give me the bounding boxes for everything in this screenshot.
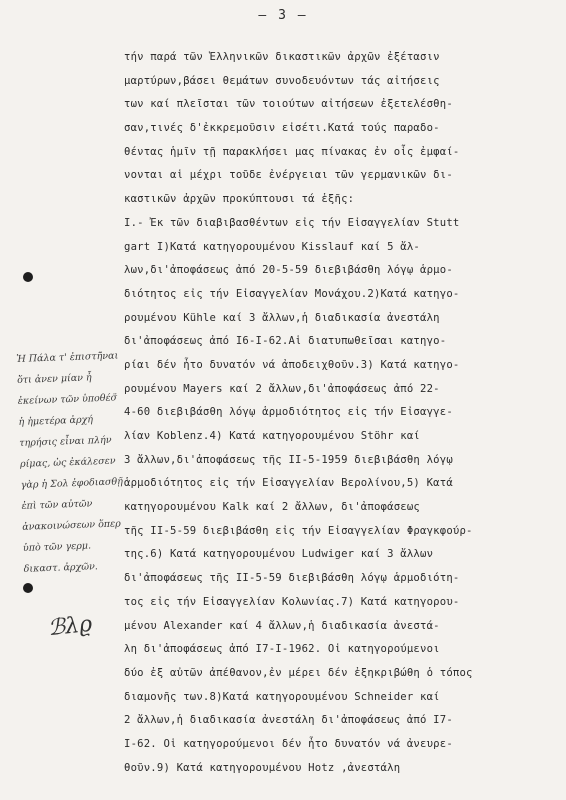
margin-note-line: ρίμας, ὡς ἐκάλεσεν: [19, 455, 116, 470]
text-line: διαμονῆς των.8)Κατά κατηγορουμένου Schneider καί: [124, 690, 440, 703]
margin-note-line: ἐκείνων τῶν ὑποθέσ̈: [17, 392, 118, 407]
margin-note-line: ἀνακοινώσεων ὅπερ: [22, 518, 121, 533]
text-line: ρίαι δέν ἦτο δυνατόν νά ἀποδειχθοῦν.3) Κατά κατηγο-: [124, 358, 460, 371]
text-line: 3 ἄλλων,δι'ἀποφάσεως τῆς II-5-1959 διεβιβάσθη λόγῳ: [124, 453, 453, 466]
text-line: 4-60 διεβιβάσθη λόγῳ ἁρμοδιότητος εἰς τήν Εἰσαγγε-: [124, 406, 453, 419]
text-line: ρουμένου Kühle καί 3 ἄλλων,ἡ διαδικασία ἀνεστάλη: [124, 311, 440, 324]
margin-note-line: ὅτι ἀνεν μίαν ἦ: [16, 372, 92, 386]
margin-note-line: Ἡ Πάλα τ' ἐπιστῆ̈ναι: [16, 350, 119, 365]
text-line: I-62. Οἱ κατηγορούμενοι δέν ἦτο δυνατόν νά ἀνευρε-: [124, 737, 453, 750]
text-line: θέντας ἡμῖν τῇ παρακλήσει μας πίνακας ἐν οἷς ἐμφαί-: [124, 145, 460, 158]
margin-note-line: τηρήσις εἶναι πλήν: [19, 434, 112, 449]
text-line: gart I)Κατά κατηγορουμένου Kisslauf καί 5 ἄλ-: [124, 240, 421, 253]
text-line: διότητος εἰς τήν Εἰσαγγελίαν Μονάχου.2)Κατά κατηγο-: [124, 287, 460, 300]
margin-note-line: ὑπὸ τῶν γερμ.: [22, 540, 92, 554]
text-line: τήν παρά τῶν Ἑλληνικῶν δικαστικῶν ἀρχῶν ἐξέτασιν: [124, 51, 440, 63]
text-line: ἁρμοδιότητος εἰς τήν Εἰσαγγελίαν Βερολίνου,5) Κατά: [124, 477, 453, 490]
text-line: θοῦν.9) Κατά κατηγορουμένου Hotz ,ἀνεστάλη: [124, 761, 401, 774]
text-line: μαρτύρων,βάσει θεμάτων συνοδευόντων τάς αἰτήσεις: [124, 74, 440, 87]
typed-body-text: [124, 46, 524, 780]
text-line: δι'ἀποφάσεως ἀπό I6-I-62.Αἱ διατυπωθεῖσαι κατηγο-: [124, 335, 447, 348]
text-line: σαν,τινές δ'ἐκκρεμοῦσιν εἰσέτι.Κατά τούς παραδο-: [124, 122, 440, 135]
punch-hole-bottom: [23, 583, 33, 593]
text-line: λων,δι'ἀποφάσεως ἀπό 20-5-59 διεβιβάσθη λόγῳ ἁρμο-: [124, 264, 453, 277]
text-line: των καί πλεῖσται τῶν τοιούτων αἰτήσεων ἐξετελέσθη-: [124, 98, 453, 111]
margin-note-line: δικαστ. ἀρχῶν.: [23, 561, 99, 575]
margin-note-line: ἐπὶ τῶν αὐτῶν: [21, 498, 93, 512]
text-line: ρουμένου Mayers καί 2 ἄλλων,δι'ἀποφάσεως ἀπό 22-: [124, 382, 440, 395]
text-line: καστικῶν ἀρχῶν προκύπτουσι τά ἑξῆς:: [124, 193, 355, 206]
handwritten-margin-note: [16, 345, 132, 580]
text-line: 2 ἄλλων,ἡ διαδικασία ἀνεστάλη δι'ἀποφάσεως ἀπό I7-: [124, 714, 453, 727]
text-line: λίαν Koblenz.4) Κατά κατηγορουμένου Stöhr καί: [124, 430, 421, 442]
text-line: τῆς II-5-59 διεβιβάσθη εἰς τήν Εἰσαγγελίαν Φραγκφούρ-: [124, 524, 473, 537]
margin-note-line: ἡ ἡμετέρα ἀρχή: [18, 414, 94, 428]
text-line: δύο ἐξ αὐτῶν ἀπέθανον,ἐν μέρει δέν ἐξηκριβώθη ὁ τόπος: [124, 666, 473, 679]
text-line: I.- Ἐκ τῶν διαβιβασθέντων εἰς τήν Εἰσαγγελίαν Stutt: [124, 216, 460, 229]
text-line: τος εἰς τήν Εἰσαγγελίαν Κολωνίας.7) Κατά κατηγορου-: [124, 595, 460, 608]
punch-hole-top: [23, 272, 33, 282]
text-line: κατηγορουμένου Kalk καί 2 ἄλλων, δι'ἀποφάσεως: [124, 501, 421, 514]
text-line: της.6) Κατά κατηγορουμένου Ludwiger καί 3 ἄλλων: [124, 548, 434, 561]
page-number: — 3 —: [258, 8, 308, 23]
text-line: μένου Alexander καί 4 ἄλλων,ἡ διαδικασία ἀνεστά-: [124, 619, 440, 632]
margin-note-line: γὰρ ἡ Σολ ἐφοδιασθῇ: [20, 476, 124, 491]
handwritten-initials: ℬλϱ: [46, 611, 94, 642]
text-line: νονται αἱ μέχρι τοῦδε ἐνέργειαι τῶν γερμανικῶν δι-: [124, 169, 453, 182]
text-line: λη δι'ἀποφάσεως ἀπό I7-I-1962. Οἱ κατηγορούμενοι: [124, 643, 440, 656]
text-line: δι'ἀποφάσεως τῆς II-5-59 διεβιβάσθη λόγῳ ἁρμοδιότη-: [124, 572, 460, 585]
